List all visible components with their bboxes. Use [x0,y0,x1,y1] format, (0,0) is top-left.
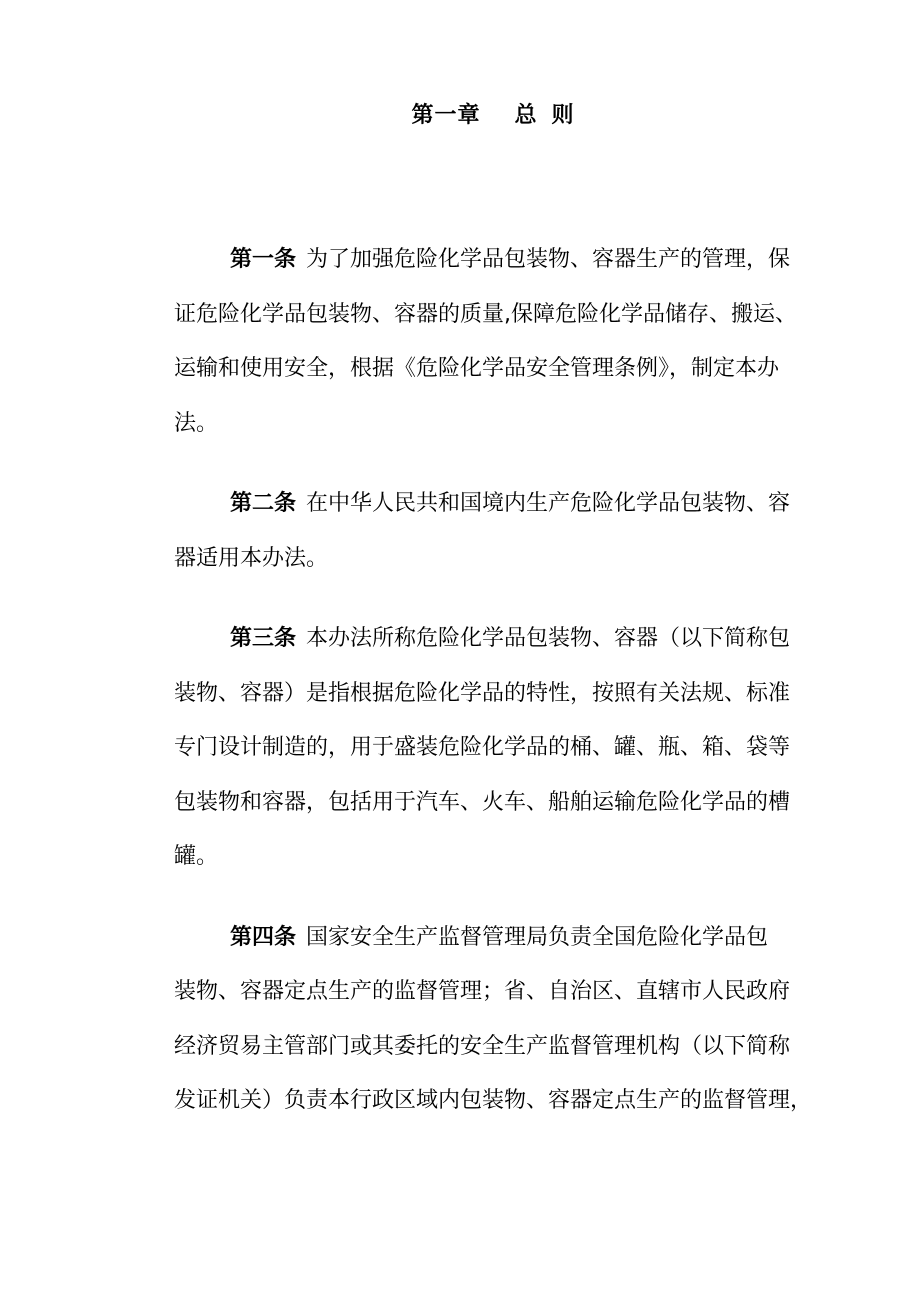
article-line: 证危险化学品包装物、容器的质量,保障危险化学品储存、搬运、 [174,301,797,327]
article-line: 运输和使用安全，根据《危险化学品安全管理条例》，制定本办 [174,356,780,381]
articles-body [174,233,826,1155]
article-label: 第四条 [230,924,297,950]
article-line: 经济贸易主管部门或其委托的安全生产监督管理机构（以下简称 [174,1033,791,1059]
chapter-name-char-2: 则 [551,103,575,128]
article-3 [174,612,826,885]
article-line: 发证机关）负责本行政区域内包装物、容器定点生产的监督管理， [174,1088,813,1113]
article-line [174,233,826,288]
chapter-name-char-1: 总 [514,103,538,128]
article-line: 法。 [174,410,219,436]
article-text: 在中华人民共和国境内生产危险化学品包装物、容 [306,491,791,516]
article-1 [174,233,826,451]
chapter-title [0,98,920,129]
article-line: 罐。 [174,844,219,869]
article-label: 第二条 [230,491,297,516]
article-line: 装物、容器定点生产的监督管理；省、自治区、直辖市人民政府 [174,979,791,1004]
article-text: 本办法所称危险化学品包装物、容器（以下简称包 [306,626,791,651]
article-line [174,612,826,667]
article-text: 国家安全生产监督管理局负责全国危险化学品包 [306,924,769,950]
article-line: 专门设计制造的，用于盛装危险化学品的桶、罐、瓶、箱、袋等 [174,735,791,760]
article-4 [174,911,826,1129]
article-line: 器适用本办法。 [174,545,329,571]
article-line: 装物、容器）是指根据危险化学品的特性，按照有关法规、标准 [174,680,791,706]
chapter-number: 第一章 [411,103,481,128]
article-label: 第三条 [230,626,297,651]
article-line: 包装物和容器，包括用于汽车、火车、船舶运输危险化学品的槽 [174,789,791,815]
article-text: 为了加强危险化学品包装物、容器生产的管理，保 [306,247,791,272]
article-label: 第一条 [230,247,297,272]
article-2 [174,477,826,586]
article-line [174,477,826,532]
article-line [174,911,826,966]
